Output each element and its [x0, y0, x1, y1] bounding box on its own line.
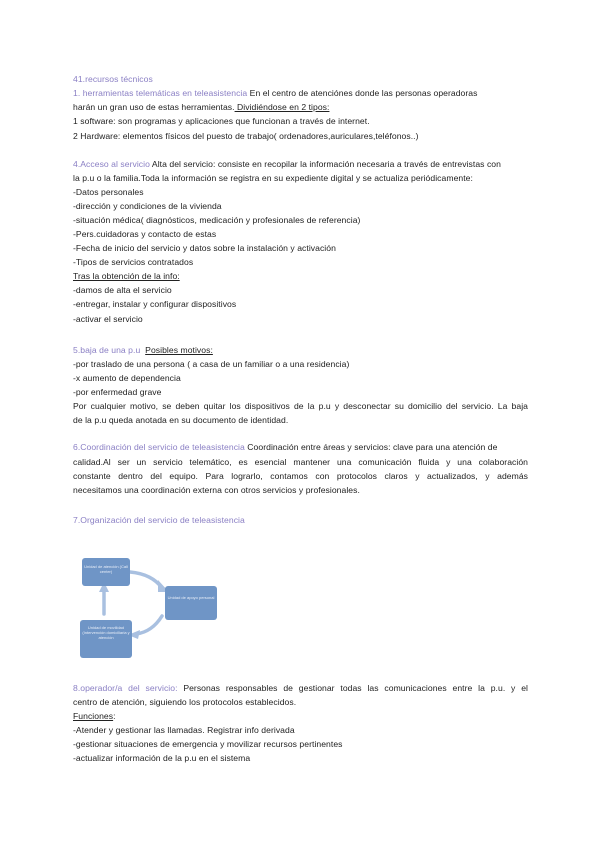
organization-diagram — [66, 540, 266, 670]
section-5-motivos-label: Posibles motivos: — [145, 345, 213, 355]
section-41-title: 41.recursos técnicos — [73, 74, 153, 84]
list-item: -damos de alta el servicio — [73, 285, 172, 295]
section-4-heading: 4.Acceso al servicio — [73, 159, 150, 169]
list-item: -gestionar situaciones de emergencia y movilizar recursos pertinentes — [73, 739, 343, 749]
after-info-label: Tras la obtención de la info: — [73, 271, 180, 281]
section-4-line-1 — [73, 158, 501, 170]
section-6-line-1 — [73, 441, 497, 453]
functions-colon: : — [113, 711, 116, 721]
section-8-text: Personas responsables de gestionar todas las comunicaciones entre la p.u. y el — [177, 683, 528, 693]
list-item: -Fecha de inicio del servicio y datos sobre la instalación y activación — [73, 243, 336, 253]
section-1-heading: 1. herramientas telemáticas en teleasistencia — [73, 88, 248, 98]
section-1-text-2: harán un gran uso de estas herramientas. — [73, 102, 235, 112]
list-item: -Pers.cuidadoras y contacto de estas — [73, 229, 217, 239]
list-item: -Atender y gestionar las llamadas. Registrar info derivada — [73, 725, 295, 735]
section-6-text: Coordinación entre áreas y servicios: clave para una atención de — [244, 442, 498, 452]
section-5-paragraph-2: de la p.u queda anotada en su documento de identidad. — [73, 415, 289, 425]
section-1-text: En el centro de atenciónes donde las personas operadoras — [247, 88, 478, 98]
section-6-line-2: calidad.Al ser un servicio telemático, es esencial mantener una comunicación fluida y una colaboración — [73, 457, 528, 467]
section-7-heading: 7.Organización del servicio de teleasistencia — [73, 515, 245, 525]
section-6-heading: 6.Coordinación del servicio de teleasistencia — [73, 442, 245, 452]
hardware-item: 2 Hardware: elementos físicos del puesto de trabajo( ordenadores,auriculares,teléfonos..) — [73, 131, 419, 141]
list-item: -Tipos de servicios contratados — [73, 257, 194, 267]
section-8-heading: 8.operador/a del servicio: — [73, 683, 178, 693]
list-item: -dirección y condiciones de la vivienda — [73, 201, 222, 211]
list-item: -actualizar información de la p.u en el sistema — [73, 753, 251, 763]
section-4-line-2: la p.u o la familia.Toda la información se registra en su expediente digital y se actualiza periódicamente: — [73, 173, 473, 183]
list-item: -entregar, instalar y configurar dispositivos — [73, 299, 237, 309]
section-1-underlined: Dividiéndose en 2 tipos: — [234, 102, 330, 112]
arrow-top-right — [130, 572, 162, 588]
list-item: -activar el servicio — [73, 314, 143, 324]
section-1-line-1 — [73, 87, 477, 99]
movilidad-box: Unidad de movilidad (Intervención domiciliaria y atención — [80, 620, 132, 658]
functions-label-line — [73, 710, 116, 722]
apoyo-personal-box: Unidad de apoyo personal — [165, 586, 217, 620]
software-item: 1 software: son programas y aplicaciones que funcionan a través de internet. — [73, 116, 370, 126]
list-item: -x aumento de dependencia — [73, 373, 181, 383]
functions-label: Funciones — [73, 711, 114, 721]
list-item: -por traslado de una persona ( a casa de un familiar o a una residencia) — [73, 359, 350, 369]
list-item: -Datos personales — [73, 187, 144, 197]
section-5-heading: 5.baja de una p.u — [73, 345, 141, 355]
section-6-line-4: necesitamos una coordinación externa con otros servicios y profesionales. — [73, 485, 360, 495]
section-5-line-1 — [73, 344, 213, 356]
section-1-line-2 — [73, 101, 329, 113]
list-item: -situación médica( diagnósticos, medicación y profesionales de referencia) — [73, 215, 361, 225]
section-6-line-3: constante dentro del equipo. Para lograrlo, contamos con protocolos claros y actualizados, y además — [73, 471, 528, 481]
section-4-text: Alta del servicio: consiste en recopilar la información necesaria a través de entrevistas con — [149, 159, 501, 169]
section-8-line-2: centro de atención, siguiendo los protocolos establecidos. — [73, 697, 297, 707]
arrow-bottom-right — [136, 616, 162, 634]
call-center-box: Unidad de atención (Call center) — [82, 558, 130, 586]
section-5-paragraph-1: Por cualquier motivo, se deben quitar los dispositivos de la p.u y desconectar su domicilio del servicio. La baja — [73, 401, 528, 411]
section-8-line-1 — [73, 682, 528, 694]
list-item: -por enfermedad grave — [73, 387, 162, 397]
